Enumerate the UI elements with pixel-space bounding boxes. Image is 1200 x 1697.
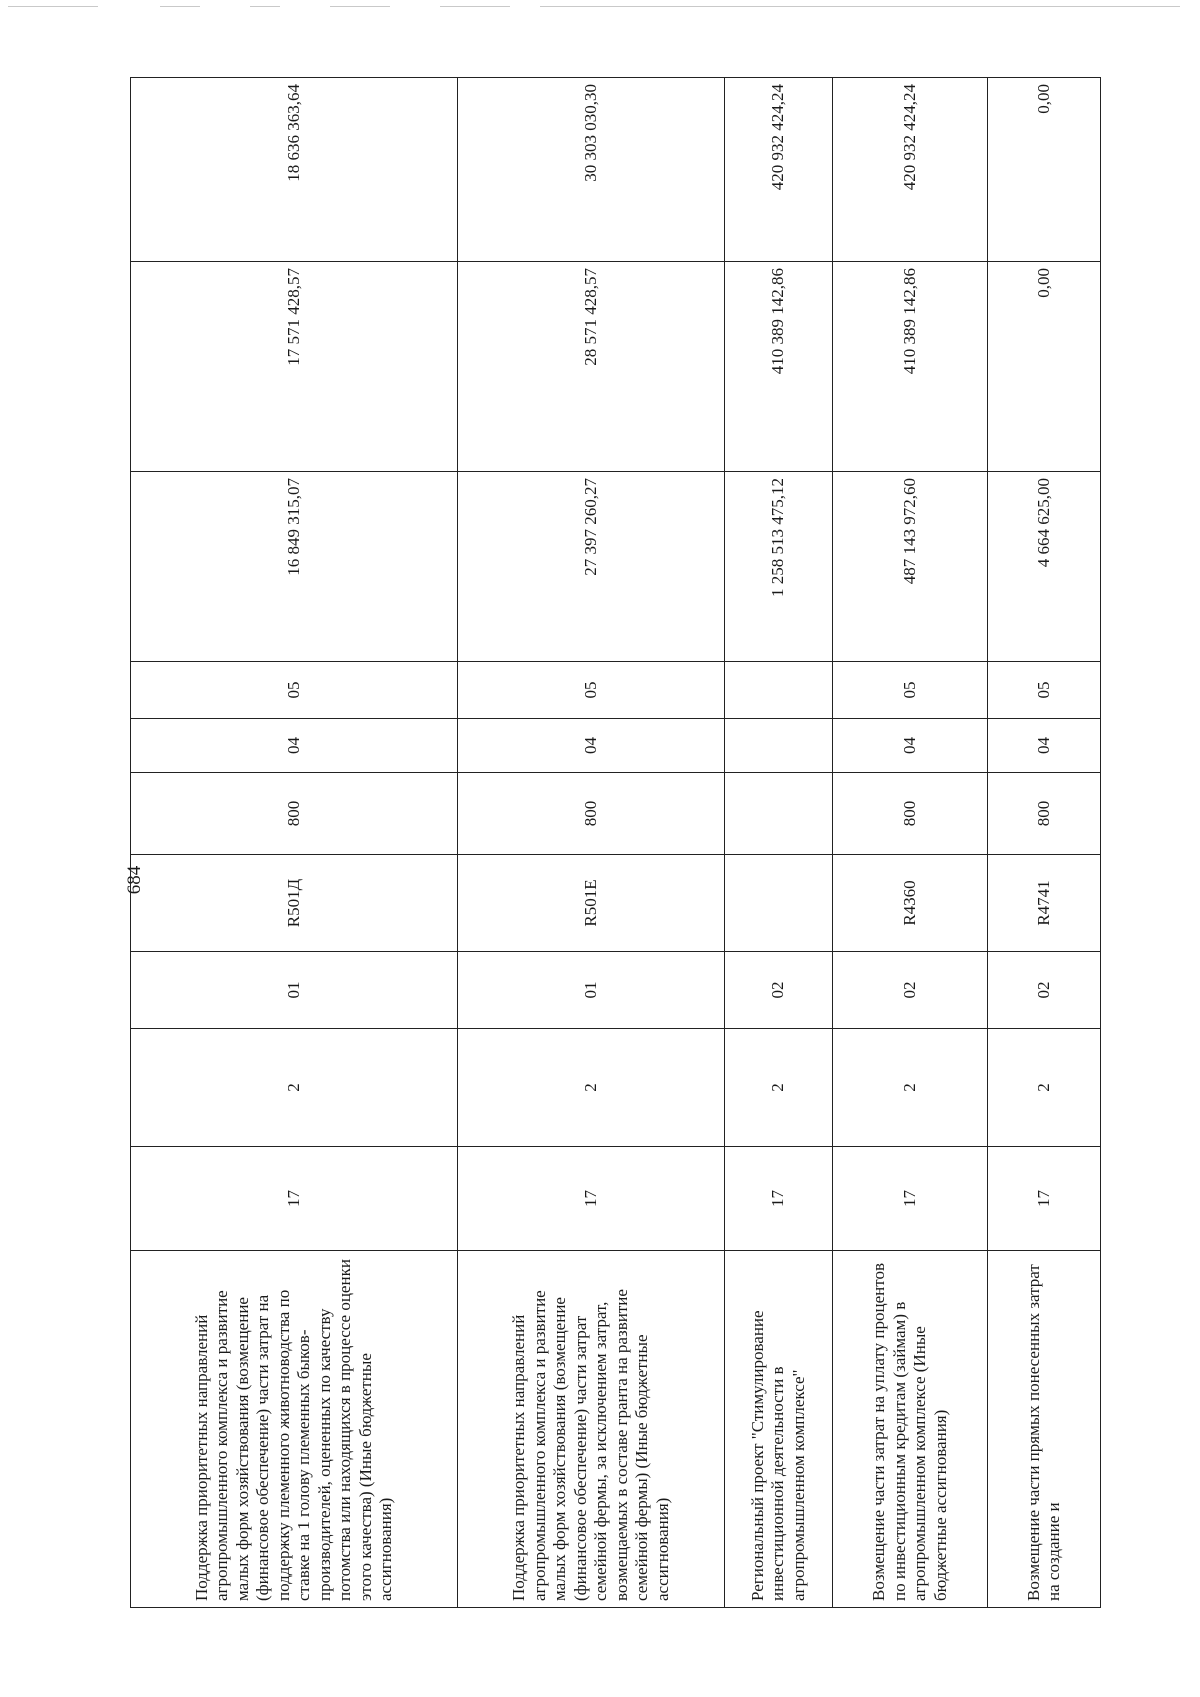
cell-sum3: 18 636 363,64 [131, 78, 458, 262]
cell-col4: R4360 [833, 855, 988, 952]
cell-col6: 04 [833, 719, 988, 773]
cell-col5: 800 [458, 773, 725, 855]
cell-sum3: 420 932 424,24 [725, 78, 833, 262]
cell-col5 [725, 773, 833, 855]
cell-sum2: 0,00 [988, 262, 1101, 472]
cell-sum3: 0,00 [988, 78, 1101, 262]
cell-col7 [725, 662, 833, 719]
cell-col4: R501Д [131, 855, 458, 952]
cell-col3: 01 [131, 952, 458, 1029]
table-row [131, 78, 458, 1608]
cell-col1: 17 [458, 1147, 725, 1251]
row-name: Возмещение части затрат на уплату процентов по инвестиционным кредитам (займам) в агропромышленном комплексе (Иные бюджетные ассигнования) [833, 1251, 988, 1608]
cell-col2: 2 [833, 1029, 988, 1147]
cell-col2: 2 [725, 1029, 833, 1147]
cell-col3: 02 [988, 952, 1101, 1029]
cell-col3: 02 [833, 952, 988, 1029]
cell-col6 [725, 719, 833, 773]
budget-table [130, 77, 1101, 1608]
cell-sum2: 410 389 142,86 [833, 262, 988, 472]
table-row [988, 78, 1101, 1608]
cell-sum1: 27 397 260,27 [458, 472, 725, 662]
row-name: Региональный проект "Стимулирование инвестиционной деятельности в агропромышленном комплексе" [725, 1251, 833, 1608]
cell-col2: 2 [131, 1029, 458, 1147]
cell-col5: 800 [988, 773, 1101, 855]
cell-col7: 05 [458, 662, 725, 719]
cell-col2: 2 [988, 1029, 1101, 1147]
cell-sum3: 420 932 424,24 [833, 78, 988, 262]
cell-sum1: 1 258 513 475,12 [725, 472, 833, 662]
cell-col1: 17 [833, 1147, 988, 1251]
row-name: Поддержка приоритетных направлений агропромышленного комплекса и развитие малых форм хозяйствования (возмещение (финансовое обеспечение) части затрат на поддержку племенного животноводства по ставке на 1 голову племенных быков-производителей, оцененных по качеству потомства или находящихся в процессе оценки этого качества) (Иные бюджетные ассигнования) [131, 1251, 458, 1608]
cell-col5: 800 [131, 773, 458, 855]
row-name: Поддержка приоритетных направлений агропромышленного комплекса и развитие малых форм хозяйствования (возмещение (финансовое обеспечение) части затрат семейной фермы, за исключением затрат, возмещаемых в составе гранта на развитие семейной фермы) (Иные бюджетные ассигнования) [458, 1251, 725, 1608]
table-row [458, 78, 725, 1608]
budget-table-frame [130, 78, 1100, 1608]
cell-sum3: 30 303 030,30 [458, 78, 725, 262]
cell-col4 [725, 855, 833, 952]
cell-col7: 05 [988, 662, 1101, 719]
cell-col1: 17 [988, 1147, 1101, 1251]
table-row [725, 78, 833, 1608]
budget-table-rotated [130, 78, 1100, 1608]
cell-col6: 04 [988, 719, 1101, 773]
table-row [833, 78, 988, 1608]
page-number: 684 [124, 865, 145, 895]
cell-col3: 01 [458, 952, 725, 1029]
cell-sum2: 17 571 428,57 [131, 262, 458, 472]
scan-edge-artifact [0, 0, 1200, 10]
cell-col4: R4741 [988, 855, 1101, 952]
cell-col2: 2 [458, 1029, 725, 1147]
cell-sum2: 28 571 428,57 [458, 262, 725, 472]
cell-col7: 05 [131, 662, 458, 719]
cell-col1: 17 [131, 1147, 458, 1251]
cell-sum1: 16 849 315,07 [131, 472, 458, 662]
cell-col1: 17 [725, 1147, 833, 1251]
row-name: Возмещение части прямых понесенных затрат на создание и [988, 1251, 1101, 1608]
cell-col7: 05 [833, 662, 988, 719]
cell-col5: 800 [833, 773, 988, 855]
cell-col6: 04 [131, 719, 458, 773]
cell-col4: R501E [458, 855, 725, 952]
cell-col3: 02 [725, 952, 833, 1029]
cell-sum1: 487 143 972,60 [833, 472, 988, 662]
cell-sum2: 410 389 142,86 [725, 262, 833, 472]
cell-sum1: 4 664 625,00 [988, 472, 1101, 662]
cell-col6: 04 [458, 719, 725, 773]
